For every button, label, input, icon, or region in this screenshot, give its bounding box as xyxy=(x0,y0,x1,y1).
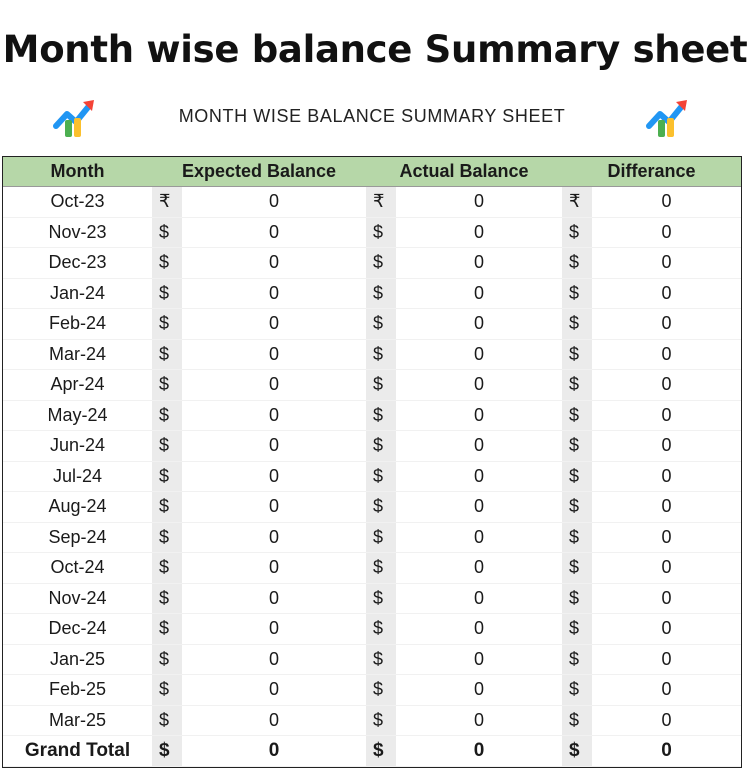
table-row xyxy=(3,309,741,340)
table-row xyxy=(3,614,741,645)
actual-balance-cell[interactable]: 0 xyxy=(396,187,562,218)
difference-currency-cell[interactable]: $ xyxy=(562,522,592,553)
actual-currency-cell[interactable]: $ xyxy=(366,614,396,645)
difference-cell[interactable]: 0 xyxy=(592,522,741,553)
actual-balance-cell[interactable]: 0 xyxy=(396,675,562,706)
sheet-title: MONTH WISE BALANCE SUMMARY SHEET xyxy=(178,106,566,126)
actual-currency-cell[interactable]: $ xyxy=(366,736,396,767)
table-row xyxy=(3,187,741,218)
actual-balance-cell[interactable]: 0 xyxy=(396,278,562,309)
expected-currency-cell[interactable]: $ xyxy=(152,461,182,492)
actual-currency-cell[interactable]: $ xyxy=(366,278,396,309)
actual-balance-cell[interactable]: 0 xyxy=(396,522,562,553)
actual-balance-cell[interactable]: 0 xyxy=(396,553,562,584)
difference-cell[interactable]: 0 xyxy=(592,705,741,736)
expected-balance-cell[interactable]: 0 xyxy=(182,614,366,645)
expected-balance-cell[interactable]: 0 xyxy=(182,492,366,523)
actual-balance-cell[interactable]: 0 xyxy=(396,614,562,645)
expected-currency-cell[interactable]: $ xyxy=(152,492,182,523)
table-row xyxy=(3,492,741,523)
actual-balance-cell[interactable]: 0 xyxy=(396,492,562,523)
difference-cell[interactable]: 0 xyxy=(592,614,741,645)
difference-currency-cell[interactable]: $ xyxy=(562,431,592,462)
expected-balance-cell[interactable]: 0 xyxy=(182,248,366,279)
difference-cell[interactable]: 0 xyxy=(592,553,741,584)
expected-currency-cell[interactable]: $ xyxy=(152,736,182,767)
actual-currency-cell[interactable]: $ xyxy=(366,248,396,279)
month-cell[interactable]: Grand Total xyxy=(3,736,152,767)
month-cell[interactable]: Nov-24 xyxy=(3,583,152,614)
difference-currency-cell[interactable]: $ xyxy=(562,705,592,736)
grand-total-row xyxy=(3,736,741,767)
expected-balance-cell[interactable]: 0 xyxy=(182,400,366,431)
difference-cell[interactable]: 0 xyxy=(592,248,741,279)
expected-balance-cell[interactable]: 0 xyxy=(182,736,366,767)
difference-cell[interactable]: 0 xyxy=(592,370,741,401)
difference-currency-cell[interactable]: $ xyxy=(562,644,592,675)
expected-balance-cell[interactable]: 0 xyxy=(182,461,366,492)
expected-currency-cell[interactable]: $ xyxy=(152,614,182,645)
difference-currency-cell[interactable]: $ xyxy=(562,309,592,340)
month-cell[interactable]: Oct-23 xyxy=(3,187,152,218)
month-cell[interactable]: Sep-24 xyxy=(3,522,152,553)
month-cell[interactable]: Mar-25 xyxy=(3,705,152,736)
actual-currency-cell[interactable]: $ xyxy=(366,492,396,523)
expected-balance-cell[interactable]: 0 xyxy=(182,644,366,675)
difference-cell[interactable]: 0 xyxy=(592,309,741,340)
difference-currency-cell[interactable]: $ xyxy=(562,461,592,492)
header-expected-balance[interactable]: Expected Balance xyxy=(152,157,366,187)
month-cell[interactable]: Jun-24 xyxy=(3,431,152,462)
actual-balance-cell[interactable]: 0 xyxy=(396,339,562,370)
difference-cell[interactable]: 0 xyxy=(592,583,741,614)
actual-balance-cell[interactable]: 0 xyxy=(396,248,562,279)
month-cell[interactable]: Mar-24 xyxy=(3,339,152,370)
table-row xyxy=(3,522,741,553)
difference-currency-cell[interactable]: $ xyxy=(562,370,592,401)
actual-currency-cell[interactable]: $ xyxy=(366,461,396,492)
table-row xyxy=(3,217,741,248)
difference-cell[interactable]: 0 xyxy=(592,736,741,767)
difference-currency-cell[interactable]: $ xyxy=(562,553,592,584)
page-title: Month wise balance Summary sheet xyxy=(2,28,748,71)
header-difference[interactable]: Differance xyxy=(562,157,741,187)
expected-currency-cell[interactable]: $ xyxy=(152,278,182,309)
difference-currency-cell[interactable]: $ xyxy=(562,339,592,370)
expected-currency-cell[interactable]: $ xyxy=(152,431,182,462)
month-cell[interactable]: Dec-23 xyxy=(3,248,152,279)
table-row xyxy=(3,431,741,462)
month-cell[interactable]: Aug-24 xyxy=(3,492,152,523)
difference-currency-cell[interactable]: $ xyxy=(562,492,592,523)
difference-currency-cell[interactable]: $ xyxy=(562,675,592,706)
expected-currency-cell[interactable]: $ xyxy=(152,705,182,736)
expected-balance-cell[interactable]: 0 xyxy=(182,339,366,370)
difference-cell[interactable]: 0 xyxy=(592,675,741,706)
expected-balance-cell[interactable]: 0 xyxy=(182,522,366,553)
table-row xyxy=(3,248,741,279)
difference-cell[interactable]: 0 xyxy=(592,461,741,492)
expected-currency-cell[interactable]: $ xyxy=(152,248,182,279)
month-cell[interactable]: May-24 xyxy=(3,400,152,431)
expected-currency-cell[interactable]: $ xyxy=(152,339,182,370)
actual-currency-cell[interactable]: $ xyxy=(366,431,396,462)
actual-balance-cell[interactable]: 0 xyxy=(396,370,562,401)
actual-balance-cell[interactable]: 0 xyxy=(396,705,562,736)
actual-currency-cell[interactable]: $ xyxy=(366,705,396,736)
difference-currency-cell[interactable]: $ xyxy=(562,400,592,431)
month-cell[interactable]: Oct-24 xyxy=(3,553,152,584)
difference-currency-cell[interactable]: $ xyxy=(562,248,592,279)
table-row xyxy=(3,705,741,736)
actual-currency-cell[interactable]: $ xyxy=(366,644,396,675)
month-cell[interactable]: Apr-24 xyxy=(3,370,152,401)
actual-currency-cell[interactable]: ₹ xyxy=(366,187,396,218)
expected-currency-cell[interactable]: $ xyxy=(152,644,182,675)
actual-balance-cell[interactable]: 0 xyxy=(396,431,562,462)
actual-currency-cell[interactable]: $ xyxy=(366,339,396,370)
table-row xyxy=(3,370,741,401)
month-cell[interactable]: Feb-24 xyxy=(3,309,152,340)
expected-currency-cell[interactable]: $ xyxy=(152,583,182,614)
actual-currency-cell[interactable]: $ xyxy=(366,309,396,340)
difference-cell[interactable]: 0 xyxy=(592,187,741,218)
difference-cell[interactable]: 0 xyxy=(592,339,741,370)
actual-balance-cell[interactable]: 0 xyxy=(396,461,562,492)
table-row xyxy=(3,553,741,584)
actual-balance-cell[interactable]: 0 xyxy=(396,400,562,431)
table-row xyxy=(3,339,741,370)
actual-currency-cell[interactable]: $ xyxy=(366,583,396,614)
table-row xyxy=(3,400,741,431)
expected-currency-cell[interactable]: $ xyxy=(152,675,182,706)
table-row xyxy=(3,278,741,309)
actual-balance-cell[interactable]: 0 xyxy=(396,644,562,675)
actual-balance-cell[interactable]: 0 xyxy=(396,736,562,767)
actual-balance-cell[interactable]: 0 xyxy=(396,583,562,614)
expected-currency-cell[interactable]: $ xyxy=(152,370,182,401)
expected-balance-cell[interactable]: 0 xyxy=(182,278,366,309)
expected-balance-cell[interactable]: 0 xyxy=(182,309,366,340)
difference-cell[interactable]: 0 xyxy=(592,644,741,675)
expected-currency-cell[interactable]: $ xyxy=(152,217,182,248)
expected-balance-cell[interactable]: 0 xyxy=(182,583,366,614)
difference-cell[interactable]: 0 xyxy=(592,431,741,462)
difference-currency-cell[interactable]: $ xyxy=(562,278,592,309)
month-cell[interactable]: Nov-23 xyxy=(3,217,152,248)
expected-currency-cell[interactable]: ₹ xyxy=(152,187,182,218)
difference-cell[interactable]: 0 xyxy=(592,278,741,309)
actual-currency-cell[interactable]: $ xyxy=(366,522,396,553)
expected-currency-cell[interactable]: $ xyxy=(152,522,182,553)
month-cell[interactable]: Dec-24 xyxy=(3,614,152,645)
sheets-chart-logo-icon xyxy=(644,96,690,140)
difference-cell[interactable]: 0 xyxy=(592,400,741,431)
expected-balance-cell[interactable]: 0 xyxy=(182,705,366,736)
difference-currency-cell[interactable]: $ xyxy=(562,736,592,767)
table-header-row xyxy=(3,157,741,187)
table-row xyxy=(3,583,741,614)
expected-balance-cell[interactable]: 0 xyxy=(182,370,366,401)
actual-balance-cell[interactable]: 0 xyxy=(396,309,562,340)
expected-balance-cell[interactable]: 0 xyxy=(182,217,366,248)
difference-currency-cell[interactable]: $ xyxy=(562,614,592,645)
expected-currency-cell[interactable]: $ xyxy=(152,553,182,584)
month-cell[interactable]: Jan-24 xyxy=(3,278,152,309)
difference-currency-cell[interactable]: $ xyxy=(562,583,592,614)
expected-currency-cell[interactable]: $ xyxy=(152,400,182,431)
header-month[interactable]: Month xyxy=(3,157,152,187)
table-row xyxy=(3,461,741,492)
header-actual-balance[interactable]: Actual Balance xyxy=(366,157,562,187)
month-cell[interactable]: Feb-25 xyxy=(3,675,152,706)
difference-cell[interactable]: 0 xyxy=(592,217,741,248)
expected-balance-cell[interactable]: 0 xyxy=(182,675,366,706)
month-cell[interactable]: Jul-24 xyxy=(3,461,152,492)
actual-currency-cell[interactable]: $ xyxy=(366,553,396,584)
difference-currency-cell[interactable]: $ xyxy=(562,217,592,248)
actual-currency-cell[interactable]: $ xyxy=(366,370,396,401)
balance-summary-table xyxy=(2,156,742,768)
actual-currency-cell[interactable]: $ xyxy=(366,400,396,431)
expected-balance-cell[interactable]: 0 xyxy=(182,187,366,218)
actual-currency-cell[interactable]: $ xyxy=(366,675,396,706)
difference-cell[interactable]: 0 xyxy=(592,492,741,523)
table-row xyxy=(3,675,741,706)
table-row xyxy=(3,644,741,675)
expected-balance-cell[interactable]: 0 xyxy=(182,431,366,462)
expected-balance-cell[interactable]: 0 xyxy=(182,553,366,584)
month-cell[interactable]: Jan-25 xyxy=(3,644,152,675)
actual-currency-cell[interactable]: $ xyxy=(366,217,396,248)
difference-currency-cell[interactable]: ₹ xyxy=(562,187,592,218)
actual-balance-cell[interactable]: 0 xyxy=(396,217,562,248)
expected-currency-cell[interactable]: $ xyxy=(152,309,182,340)
